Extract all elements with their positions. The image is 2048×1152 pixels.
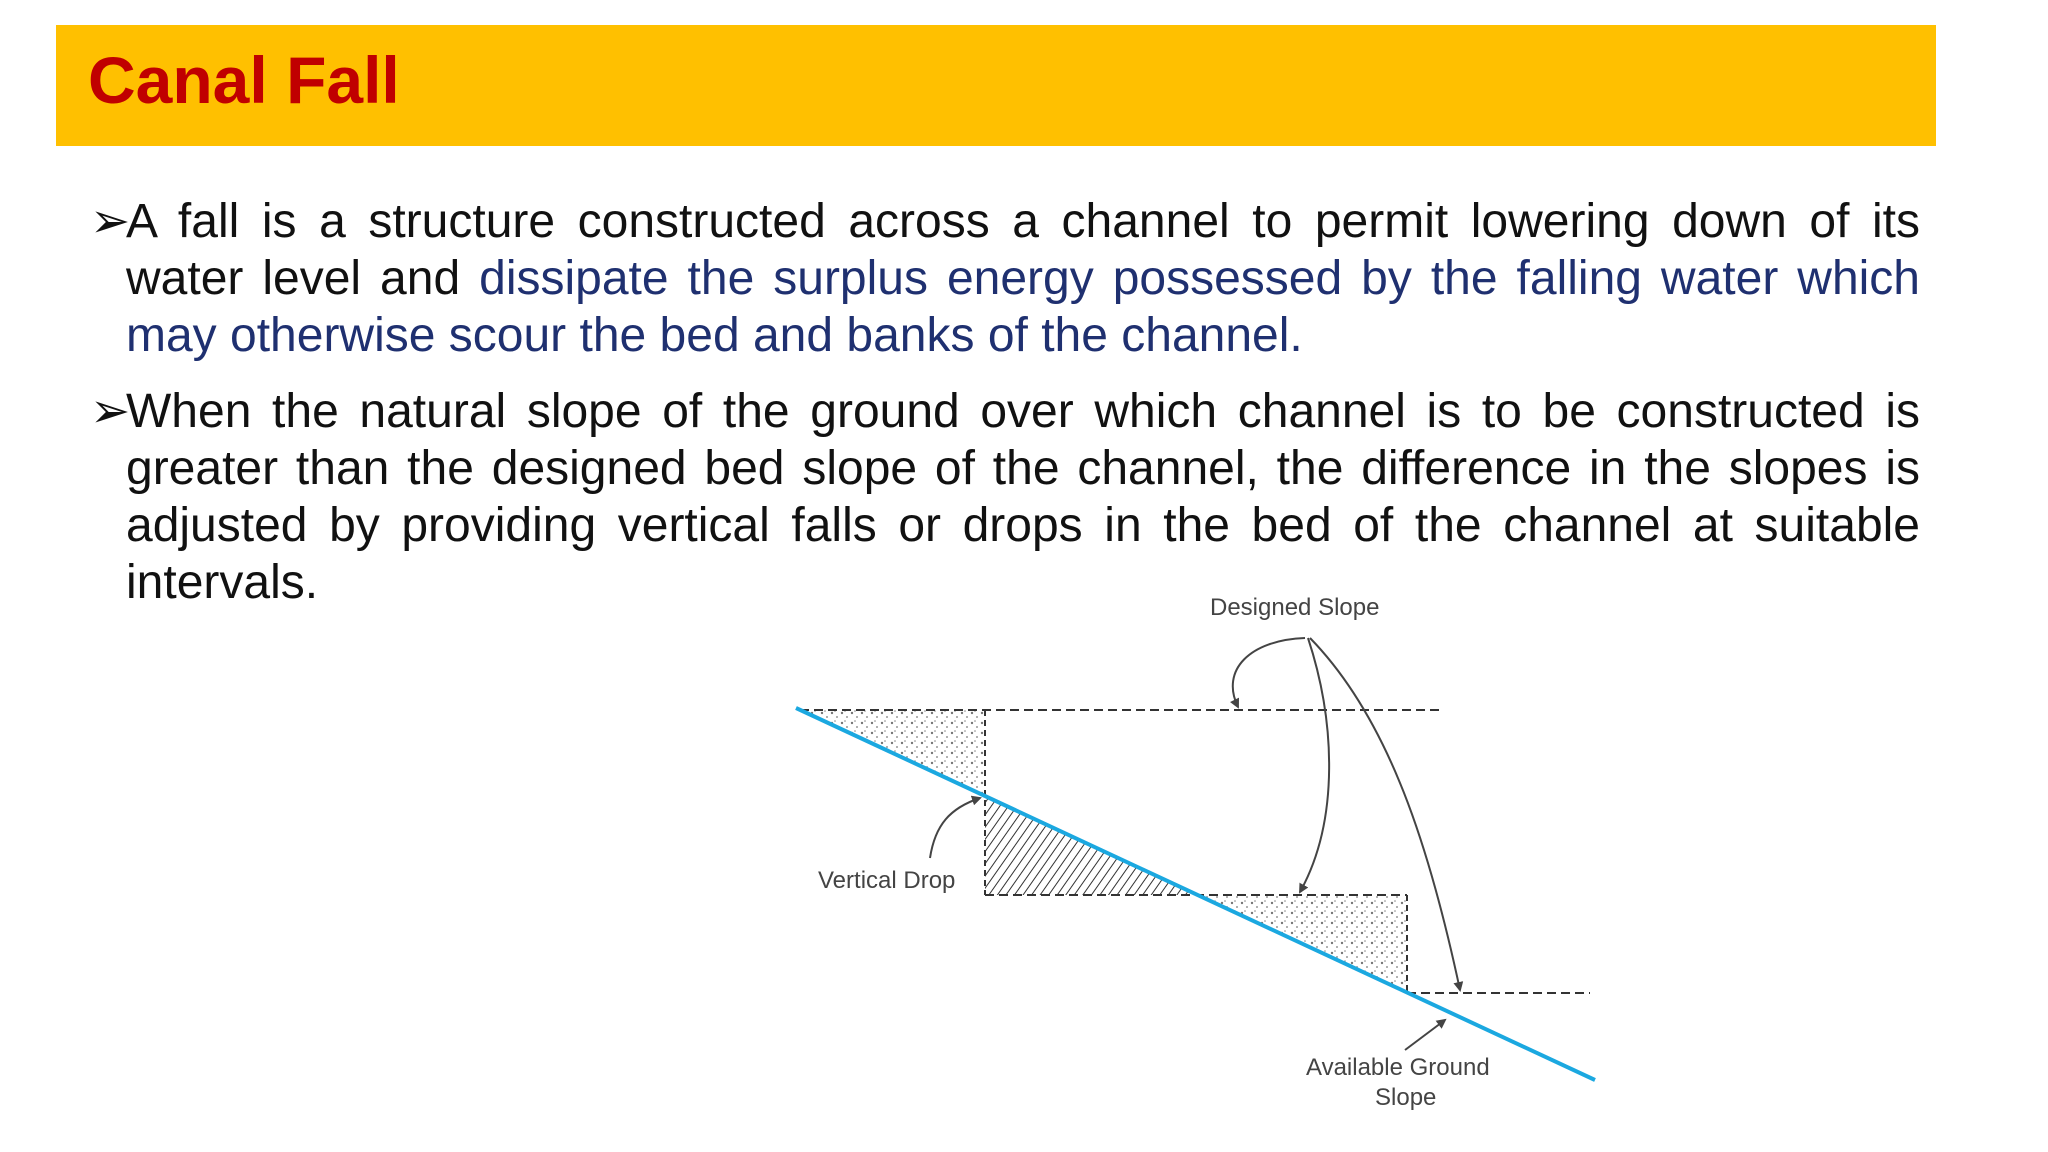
title-bar xyxy=(56,25,1936,146)
designed-slope-arrow-2 xyxy=(1300,638,1329,892)
bullet-1-highlight: dissipate the surplus energy possessed by the falling water which may otherwise scour the bed and banks of the channel. xyxy=(126,252,1921,362)
slide-title: Canal Fall xyxy=(88,43,400,117)
available-ground-label-line1: Available Ground xyxy=(1306,1054,1490,1081)
available-ground-label-line2: Slope xyxy=(1375,1084,1437,1111)
vertical-drop-label: Vertical Drop xyxy=(818,867,956,894)
designed-slope-arrow-1 xyxy=(1233,638,1305,707)
vertical-drop-arrow xyxy=(930,798,980,858)
bullet-1-text: A fall is a structure constructed across a channel to permit lowering down of its water level and xyxy=(126,195,1920,305)
bullet-1 xyxy=(90,193,1920,364)
canal-fall-diagram xyxy=(780,570,1640,1140)
ground-slope-line xyxy=(796,708,1595,1080)
bullet-arrow-icon: ➢ xyxy=(90,385,131,438)
available-ground-arrow xyxy=(1405,1020,1445,1050)
bullet-2-text: When the natural slope of the ground over which channel is to be constructed is greater than the designed bed slope of the channel, the difference in the slopes is adjusted by providing vertical falls or drops in the bed of the channel at suitable intervals. xyxy=(126,385,1920,609)
designed-slope-label: Designed Slope xyxy=(1210,594,1380,621)
bullet-arrow-icon: ➢ xyxy=(90,195,131,248)
